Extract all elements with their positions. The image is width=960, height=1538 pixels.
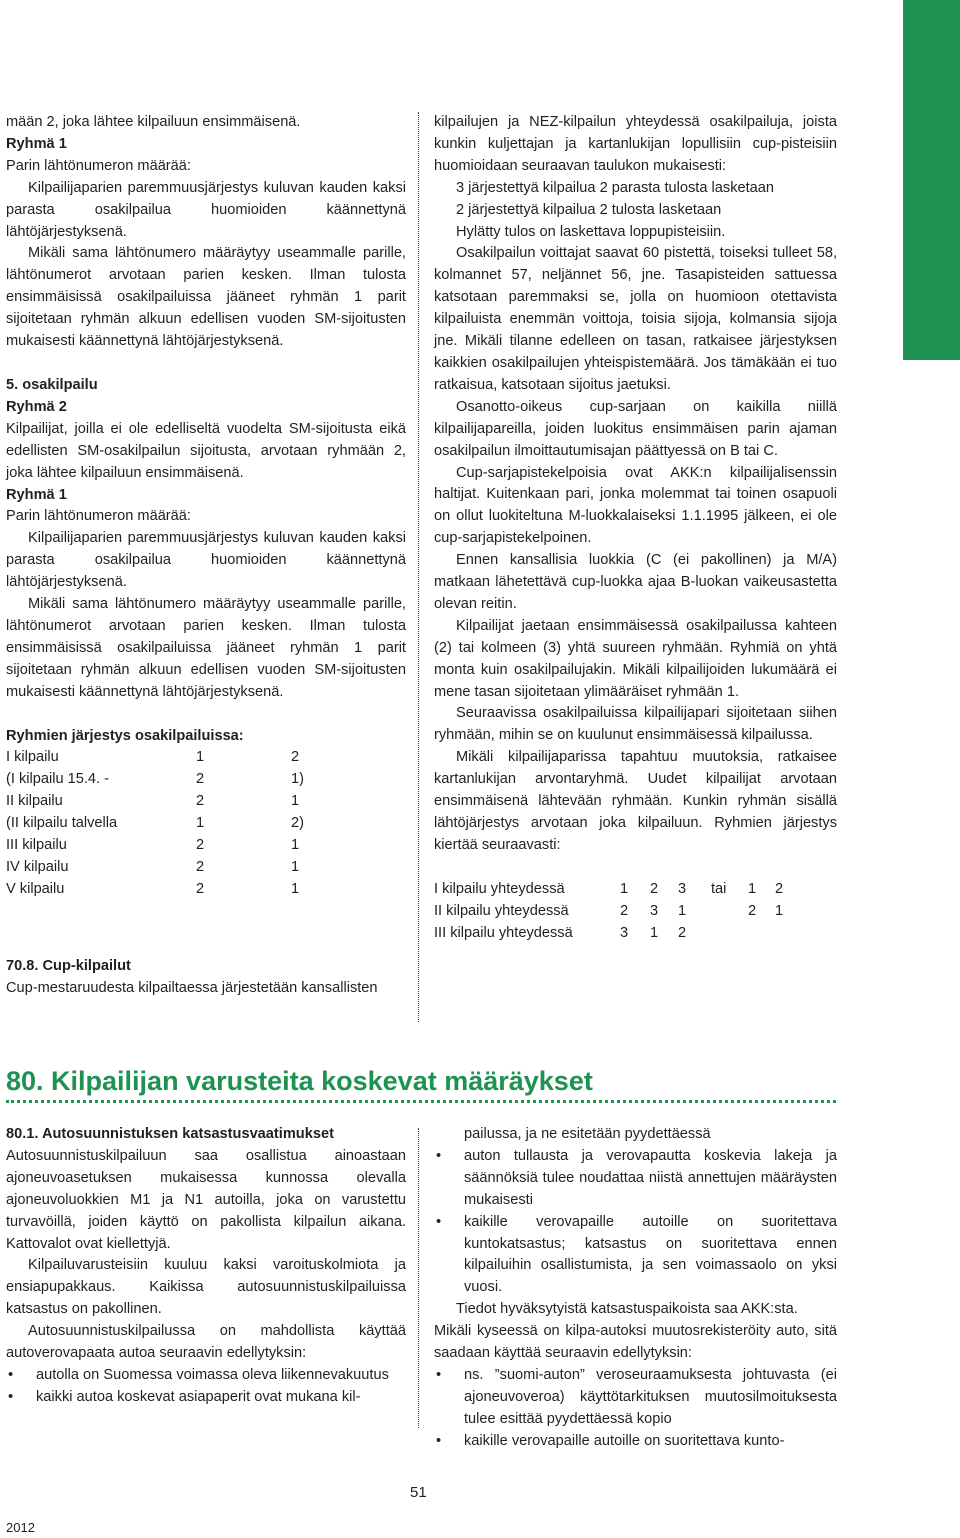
section-heading: 80. Kilpailijan varusteita koskevat määräykset <box>6 1066 593 1096</box>
cup-rotation-table <box>434 879 783 945</box>
paragraph: Parin lähtönumeron määrää: <box>6 157 191 174</box>
table-row: III kilpailu 2 1 <box>6 837 300 854</box>
table-row: V kilpailu 2 1 <box>6 880 300 897</box>
paragraph: Mikäli kyseessä on kilpa-autoksi muutosrekisteröity auto, sitä saadaan käyttää seuraavin edellytyksin: <box>434 1323 837 1362</box>
paragraph: mään 2, joka lähtee kilpailuun ensimmäisenä. <box>6 114 301 130</box>
section-tab <box>903 0 960 360</box>
paragraph: Parin lähtönumeron määrää: <box>6 508 191 525</box>
subheading: 70.8. Cup-kilpailut <box>6 957 131 974</box>
column-divider <box>418 1128 419 1428</box>
list-item: • kaikki autoa koskevat asiapaperit ovat mukana kil- <box>6 1387 406 1409</box>
table-row: I kilpailu yhteydessä 1 2 3 tai 1 2 <box>434 880 784 897</box>
paragraph: Mikäli kilpailijaparissa tapahtuu muutoksia, ratkaisee kartanlukijan arvontaryhmä. Uudet kilpailijat arvotaan ensimmäisenä lähtevään ryhmään. Kunkin ryhmän sisällä lähtöjärjestys arvotaan joka kilpailuun. Ryhmien järjestys kiertää seuraavasti: <box>434 749 837 853</box>
list-item: • kaikille verovapaille autoille on suoritettava kunto- <box>434 1431 837 1453</box>
heading-dotted-rule <box>6 1100 836 1103</box>
paragraph: Osanotto-oikeus cup-sarjaan on kaikilla niillä kilpailijapareilla, joiden luokitus ensimmäisen parin ajaman osakilpailun ilmoittautumisajan päättyessä on B tai C. <box>434 398 837 459</box>
subsection-heading: 80.1. Autosuunnistuksen katsastusvaatimukset <box>6 1126 334 1142</box>
table-row: III kilpailu yhteydessä 3 1 2 <box>434 924 687 941</box>
year-label: 2012 <box>6 1520 35 1535</box>
table-row: IV kilpailu 2 1 <box>6 859 300 875</box>
bullet-list <box>434 1365 837 1453</box>
paragraph: Kilpailijat, joilla ei ole edelliseltä vuodelta SM-sijoitusta eikä edellisten SM-osakilpailun sijoitusta, arvotaan ryhmään 2, joka lähtee kilpailuun ensimmäisenä. <box>6 420 406 481</box>
subheading: 5. osakilpailu <box>6 376 98 393</box>
left-column <box>6 112 406 1000</box>
column-divider <box>418 112 419 1022</box>
paragraph: Kilpailijaparien paremmuusjärjestys kuluvan kauden kaksi parasta osakilpailua huomioiden käännettynä lähtöjärjestyksenä. <box>6 530 406 591</box>
list-line: 2 järjestettyä kilpailua 2 tulosta lasketaan <box>456 201 722 218</box>
table-row: (I kilpailu 15.4. - 2 1) <box>6 771 304 788</box>
paragraph: Autosuunnistuskilpailussa on mahdollista käyttää autoverovapaata autoa seuraavin edellytyksin: <box>6 1323 406 1362</box>
bullet-list <box>434 1146 837 1299</box>
paragraph: Osakilpailun voittajat saavat 60 pistettä, toiseksi tulleet 58, kolmannet 57, neljännet 56, jne. Tasapisteiden sattuessa katsotaan paremmaksi se, jolla on huomioon otettavista kilpailuista enemmän voittoja, toisia sijoja, kolmansia sijoja jne. Mikäli tilanne edelleen on tasan, ratkaisee järjestyksen kaikkien osakilpailujen yhteispistemäärä. Jos tämäkään ei tuo ratkaisua, katsotaan sijoitus jaetuksi. <box>434 245 837 393</box>
table-row: II kilpailu 2 1 <box>6 793 300 810</box>
bullet-list <box>6 1365 406 1409</box>
paragraph: Mikäli sama lähtönumero määräytyy useammalle parille, lähtönumerot arvotaan parien kesken. Ilman tulosta ensimmäisissä osakilpailuissa jääneet ryhmän 1 parit sijoitetaan ryhmän alkuun edellisen vuoden SM-sijoitusten mukaisesti käännettynä lähtöjärjestyksenä. <box>6 596 406 700</box>
table-row: (II kilpailu talvella 1 2) <box>6 815 304 832</box>
paragraph: Tiedot hyväksytyistä katsastuspaikoista saa AKK:sta. <box>456 1301 798 1318</box>
paragraph: Ennen kansallisia luokkia (C (ei pakollinen) ja M/A) matkaan lähetettävä cup-luokka ajaa B-luokan vaikeusastetta olevan reitin. <box>434 552 837 612</box>
list-item: • kaikille verovapaille autoille on suoritettava kuntokatsastus; katsastus on suoritettava ennen kilpailuihin osallistumista, ja sen voimassaolo on yksi vuosi. <box>434 1212 837 1300</box>
group-heading: Ryhmä 2 <box>6 398 67 415</box>
paragraph: Cup-mestaruudesta kilpailtaessa järjestetään kansallisten <box>6 979 378 996</box>
table-row: II kilpailu yhteydessä 2 3 1 2 1 <box>434 902 784 919</box>
paragraph: Mikäli sama lähtönumero määräytyy useammalle parille, lähtönumerot arvotaan parien kesken. Ilman tulosta ensimmäisissä osakilpailuissa jääneet ryhmän 1 parit sijoitetaan ryhmän alkuun edellisen vuoden SM-sijoitusten mukaisesti käännettynä lähtöjärjestyksenä. <box>6 245 406 350</box>
section80-left-column <box>6 1124 406 1409</box>
page-number: 51 <box>410 1484 427 1501</box>
table-row: I kilpailu 1 2 <box>6 749 300 766</box>
list-item: • autolla on Suomessa voimassa oleva liikennevakuutus <box>6 1365 406 1387</box>
list-line: Hylätty tulos on laskettava loppupisteisiin. <box>456 223 726 240</box>
group-order-table <box>6 747 304 900</box>
paragraph: Kilpailijat jaetaan ensimmäisessä osakilpailussa kahteen (2) tai kolmeen (3) yhtä suureen ryhmään. Ryhmiä on yhtä monta kuin osakilpailujakin. Mikäli kilpailijoiden lukumäärä ei mene tasan sijoitetaan ylimääräiset ryhmään 1. <box>434 617 837 700</box>
order-title: Ryhmien järjestys osakilpailuissa: <box>6 727 244 744</box>
paragraph: pailussa, ja ne esitetään pyydettäessä <box>464 1126 711 1142</box>
list-item: • ns. ”suomi-auton” veroseuraamuksesta johtuvasta (ei ajoneuvoveroa) käyttötarkituksen muutosilmoituksesta tulee esittää pyydettäessä kopio <box>434 1365 837 1431</box>
list-line: 3 järjestettyä kilpailua 2 parasta tulosta lasketaan <box>456 179 775 196</box>
paragraph: Kilpailijaparien paremmuusjärjestys kuluvan kauden kaksi parasta osakilpailua huomioiden käännettynä lähtöjärjestyksenä. <box>6 179 406 240</box>
list-item: • auton tullausta ja verovapautta koskevia lakeja ja säännöksiä tulee noudattaa niistä annettujen määräysten mukaisesti <box>434 1146 837 1212</box>
paragraph: Seuraavissa osakilpailuissa kilpailijapari sijoitetaan siihen ryhmään, mihin se on kuulunut ensimmäisessä kilpailussa. <box>434 705 837 744</box>
paragraph: Kilpailuvarusteisiin kuuluu kaksi varoituskolmiota ja ensiapupakkaus. Kaikissa autosuunnistuskilpailuissa katsastus on pakollinen. <box>6 1257 406 1318</box>
paragraph: kilpailujen ja NEZ-kilpailun yhteydessä osakilpailuja, joista kunkin kuljettajan ja kartanlukijan lopullisiin cup-pisteisiin huomioidaan seuraavan taulukon mukaisesti: <box>434 114 837 174</box>
paragraph: Autosuunnistuskilpailuun saa osallistua ainoastaan ajoneuvoasetuksen mukaisessa kunnossa olevalla ajoneuvoluokkien M1 ja N1 autoilla, joka on varustettu turvavöillä, joiden käyttö on pakollista kilpailun aikana. Kattovalot ovat kiellettyjä. <box>6 1147 406 1252</box>
right-column <box>434 112 837 945</box>
group-heading: Ryhmä 1 <box>6 135 67 152</box>
group-heading: Ryhmä 1 <box>6 486 67 503</box>
paragraph: Cup-sarjapistekelpoisia ovat AKK:n kilpailijalisenssin haltijat. Kuitenkaan pari, jonka molemmat tai toinen osapuoli on ollut luokiteltuna M-luokkalaiseksi 1.1.1995 jälkeen, ei ole cup-sarjapistekelpoinen. <box>434 464 837 547</box>
section80-right-column <box>434 1124 837 1453</box>
